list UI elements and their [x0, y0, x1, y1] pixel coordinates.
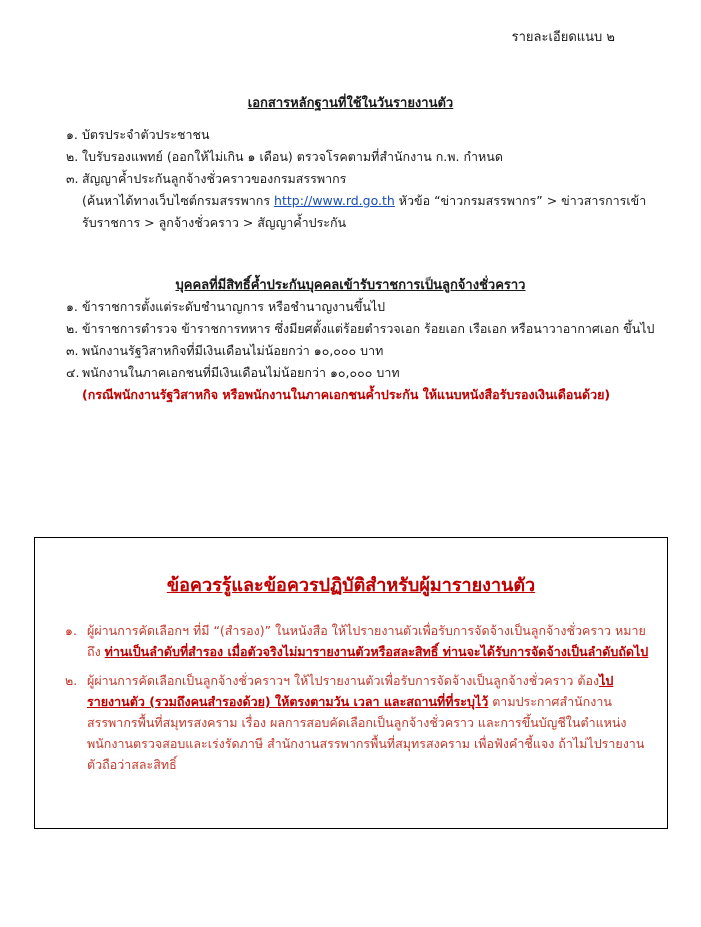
item-number: ๓.: [66, 343, 79, 358]
note-suffix: หัวข้อ “ข่าวกรมสรรพากร” > ข่าวสารการเข้า: [394, 193, 647, 208]
list-item: [66, 296, 666, 318]
notice-item: [65, 670, 655, 775]
item-number: ๑.: [65, 623, 77, 638]
notice-text-plain: ผู้ผ่านการคัดเลือกฯ ที่มี “(สำรอง)” ในหนังสือ ให้ไปรายงานตัวเพื่อรับการจัดจ้างเป็นลูกจ้างชั่วคราว หมายถึง: [87, 623, 646, 659]
notice-text-plain: ผู้ผ่านการคัดเลือกเป็นลูกจ้างชั่วคราวฯ ให้ไปรายงานตัวเพื่อรับการจัดจ้างเป็นลูกจ้างชั่วคราว ต้อง: [87, 673, 600, 688]
item-text: บัตรประจำตัวประชาชน: [82, 127, 210, 142]
item-text: พนักงานรัฐวิสาหกิจที่มีเงินเดือนไม่น้อยกว่า ๑๐,๐๐๐ บาท: [82, 343, 384, 358]
notice-text-emphasis: ท่านเป็นลำดับที่สำรอง เมื่อตัวจริงไม่มารายงานตัวหรือสละสิทธิ์ ท่านจะได้รับการจัดจ้างเป็นลำดับถัดไป: [104, 644, 649, 659]
item-number: ๑.: [66, 127, 78, 142]
item-number: ๒.: [66, 321, 79, 336]
attachment-label: รายละเอียดแนบ ๒: [511, 30, 615, 45]
list-item: [66, 340, 666, 362]
guarantor-list: [66, 296, 666, 406]
item-number: ๔.: [66, 365, 80, 380]
item-number: ๒.: [65, 673, 78, 688]
notice-text-emphasis: ไปรายงานตัว (รวมถึงคนสำรองด้วย) ให้ตรงตามวัน เวลา และสถานที่ที่ระบุไว้: [87, 673, 614, 709]
item3-note: [66, 190, 666, 234]
rd-website-link[interactable]: http://www.rd.go.th: [274, 193, 395, 208]
salary-certificate-note: (กรณีพนักงานรัฐวิสาหกิจ หรือพนักงานในภาคเอกชนค้ำประกัน ให้แนบหนังสือรับรองเงินเดือนด้วย): [82, 387, 611, 402]
item-number: ๒.: [66, 149, 79, 164]
notice-item: [65, 620, 655, 662]
list-item: [66, 168, 666, 190]
list-item: [66, 146, 666, 168]
item-text: ข้าราชการตั้งแต่ระดับชำนาญการ หรือชำนาญงานขึ้นไป: [82, 299, 386, 314]
item-text: พนักงานในภาคเอกชนที่มีเงินเดือนไม่น้อยกว่า ๑๐,๐๐๐ บาท: [82, 365, 400, 380]
item-number: ๓.: [66, 171, 79, 186]
notice-title: ข้อควรรู้และข้อควรปฏิบัติสำหรับผู้มารายงานตัว: [166, 575, 536, 596]
list-item: [66, 124, 666, 146]
item-number: ๑.: [66, 299, 78, 314]
notice-list: [65, 620, 655, 783]
section2-title: บุคคลที่มีสิทธิ์ค้ำประกันบุคคลเข้ารับราชการเป็นลูกจ้างชั่วคราว: [175, 278, 526, 293]
notice-text: [87, 620, 655, 662]
documents-list: [66, 124, 666, 234]
note-prefix: (ค้นหาได้ทางเว็บไซต์กรมสรรพากร: [82, 193, 275, 208]
list-item: [66, 362, 666, 384]
item-text: ใบรับรองแพทย์ (ออกให้ไม่เกิน ๑ เดือน) ตรวจโรคตามที่สำนักงาน ก.พ. กำหนด: [82, 149, 503, 164]
item-text: สัญญาค้ำประกันลูกจ้างชั่วคราวของกรมสรรพากร: [82, 171, 347, 186]
note-line2: รับราชการ > ลูกจ้างชั่วคราว > สัญญาค้ำประกัน: [82, 215, 347, 230]
notice-text-tail: ตามประกาศสำนักงานสรรพากรพื้นที่สมุทรสงคราม เรื่อง ผลการสอบคัดเลือกเป็นลูกจ้างชั่วคราว และการขึ้นบัญชีในตำแหน่งพนักงานตรวจสอบและเร่งรัดภาษี สำนักงานสรรพากรพื้นที่สมุทรสงคราม เพื่อฟังคำชี้แจง ถ้าไม่ไปรายงานตัวถือว่าสละสิทธิ์: [87, 694, 645, 772]
list-item: [66, 318, 666, 340]
item-text: ข้าราชการตำรวจ ข้าราชการทหาร ซึ่งมียศตั้งแต่ร้อยตำรวจเอก ร้อยเอก เรือเอก หรือนาวาอากาศเอก ขึ้นไป: [82, 321, 655, 336]
notice-text: [87, 670, 655, 775]
notice-box: [34, 537, 668, 829]
section1-title: เอกสารหลักฐานที่ใช้ในวันรายงานตัว: [247, 96, 454, 111]
